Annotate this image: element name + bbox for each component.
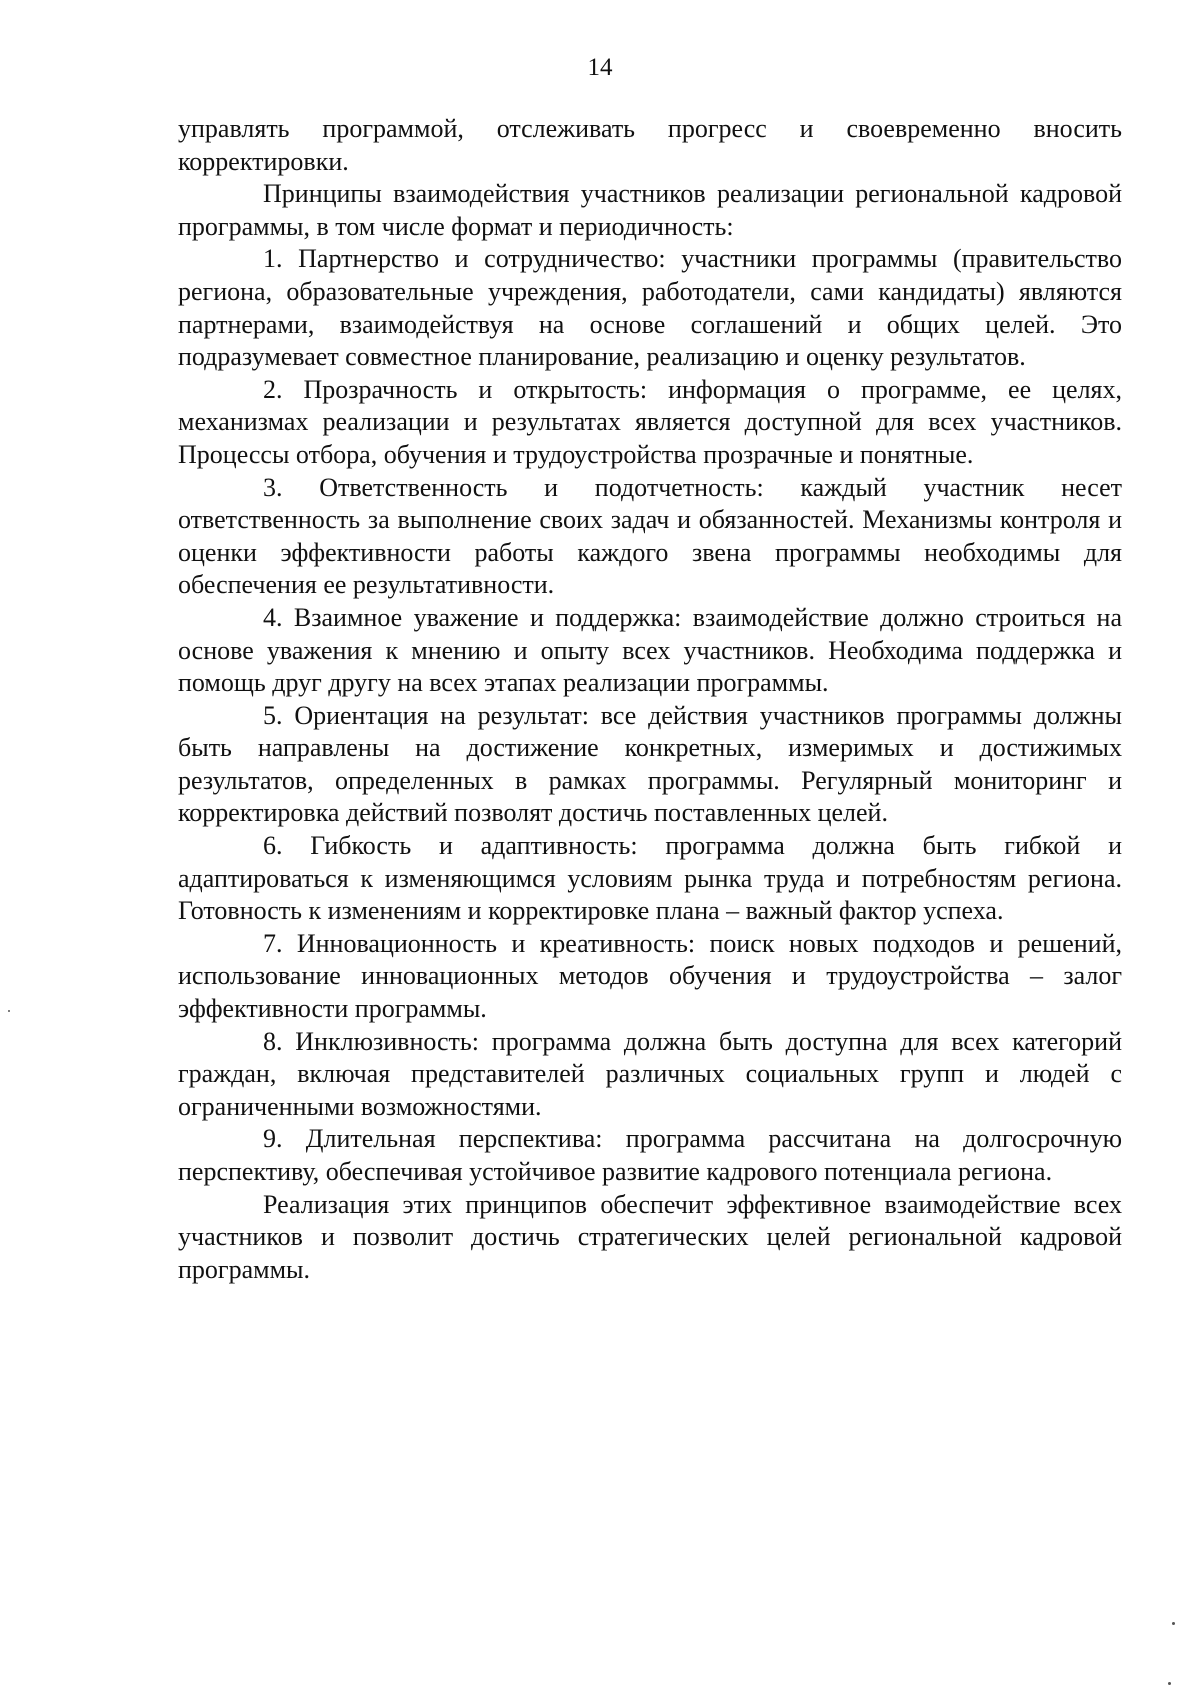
list-item-partnership: 1. Партнерство и сотрудничество: участники программы (правительство региона, образовательные учреждения, работодатели, сами кандидаты) являются партнерами, взаимодействуя на основе соглашений и общих целей. Это подразумевает совместное планирование, реализацию и оценку результатов.	[178, 244, 1122, 372]
list-item-mutual-respect: 4. Взаимное уважение и поддержка: взаимодействие должно строиться на основе уважения к мнению и опыту всех участников. Необходима поддержка и помощь друг другу на всех этапах реализации программы.	[178, 602, 1122, 698]
list-item-long-term: 9. Длительная перспектива: программа рассчитана на долгосрочную перспективу, обеспечивая устойчивое развитие кадрового потенциала региона.	[178, 1124, 1122, 1186]
list-item-flexibility: 6. Гибкость и адаптивность: программа должна быть гибкой и адаптироваться к изменяющимся условиям рынка труда и потребностям региона. Готовность к изменениям и корректировке плана – важный фактор успеха.	[178, 831, 1122, 926]
paragraph-principles-intro: Принципы взаимодействия участников реализации региональной кадровой программы, в том числе формат и периодичность:	[178, 179, 1122, 241]
document-body	[178, 113, 1122, 1286]
scan-speck	[1172, 1622, 1175, 1625]
list-item-transparency: 2. Прозрачность и открытость: информация о программе, ее целях, механизмах реализации и результатах является доступной для всех участников. Процессы отбора, обучения и трудоустройства прозрачные и понятные.	[178, 374, 1122, 469]
list-item-innovation: 7. Инновационность и креативность: поиск новых подходов и решений, использование инновационных методов обучения и трудоустройства – залог эффективности программы.	[178, 928, 1122, 1024]
paragraph-conclusion: Реализация этих принципов обеспечит эффективное взаимодействие всех участников и позволит достичь стратегических целей региональной кадровой программы.	[178, 1189, 1122, 1284]
list-item-inclusiveness: 8. Инклюзивность: программа должна быть доступна для всех категорий граждан, включая представителей различных социальных групп и людей с ограниченными возможностями.	[178, 1026, 1122, 1121]
scan-speck	[1168, 1682, 1171, 1685]
page-number: 14	[587, 54, 613, 81]
scan-speck	[8, 1010, 10, 1012]
list-item-result-orientation: 5. Ориентация на результат: все действия участников программы должны быть направлены на достижение конкретных, измеримых и достижимых результатов, определенных в рамках программы. Регулярный мониторинг и корректировка действий позволят достичь поставленных целей.	[178, 700, 1122, 828]
list-item-responsibility: 3. Ответственность и подотчетность: каждый участник несет ответственность за выполнение своих задач и обязанностей. Механизмы контроля и оценки эффективности работы каждого звена программы необходимы для обеспечения ее результативности.	[178, 472, 1122, 600]
paragraph-continuation: управлять программой, отслеживать прогресс и своевременно вносить корректировки.	[178, 114, 1122, 176]
